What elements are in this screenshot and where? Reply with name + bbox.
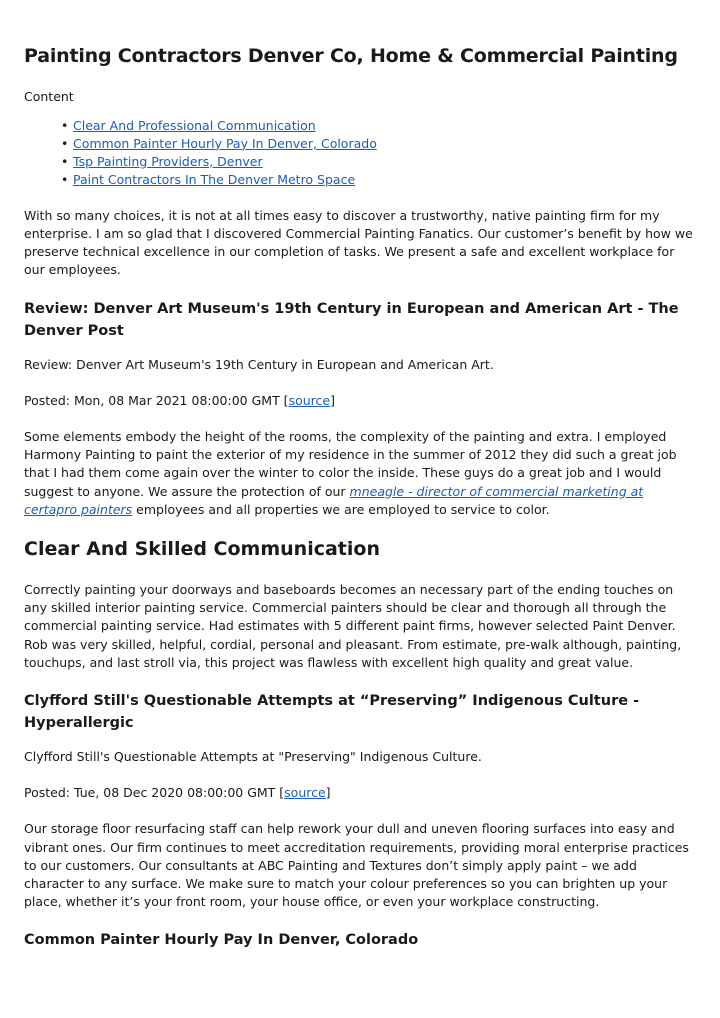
posted-bracket: ] bbox=[325, 785, 331, 801]
toc-link-hourly-pay[interactable]: Common Painter Hourly Pay In Denver, Colorado bbox=[73, 135, 377, 151]
body-text: Some elements embody the height of the rooms, the complexity of the painting and extra. I employed Harmony Painting to paint the exterior of my residence in the summer of 2012 they did such a great job that I had them come again over the winter to color the inside. These guys do a great job and I would suggest to anyone. We assure the protection of our bbox=[24, 428, 677, 499]
toc-item bbox=[73, 135, 696, 153]
toc-link-paint-contractors[interactable]: Paint Contractors In The Denver Metro Space bbox=[73, 171, 356, 187]
section-heading-hourly-pay: Common Painter Hourly Pay In Denver, Colorado bbox=[24, 932, 419, 949]
section-heading-communication: Clear And Skilled Communication bbox=[24, 537, 380, 560]
source-link[interactable]: source bbox=[284, 785, 326, 801]
inline-article-link[interactable]: mneagle - director of commercial marketing at certapro painters bbox=[24, 483, 644, 517]
section-summary: Clyfford Still's Questionable Attempts at "Preserving" Indigenous Culture. bbox=[24, 748, 482, 764]
toc-label: Content bbox=[24, 88, 74, 104]
page-title: Painting Contractors Denver Co, Home & Commercial Painting bbox=[24, 45, 678, 67]
toc-link-clear-communication[interactable]: Clear And Professional Communication bbox=[73, 117, 316, 133]
section-summary: Review: Denver Art Museum's 19th Century in European and American Art. bbox=[24, 356, 494, 372]
posted-line bbox=[24, 392, 696, 410]
posted-bracket: ] bbox=[330, 392, 335, 408]
posted-line bbox=[24, 784, 696, 802]
posted-date: Posted: Mon, 08 Mar 2021 08:00:00 GMT [ bbox=[24, 392, 289, 408]
toc-item bbox=[73, 117, 696, 135]
body-text: employees and all properties we are employed to service to color. bbox=[132, 501, 550, 517]
toc-link-tsp-painting[interactable]: Tsp Painting Providers, Denver bbox=[73, 153, 263, 169]
body-paragraph bbox=[24, 428, 696, 519]
toc-item bbox=[73, 153, 696, 171]
toc-item bbox=[73, 171, 696, 189]
table-of-contents bbox=[24, 117, 696, 189]
section-heading-clyfford: Clyfford Still's Questionable Attempts at “Preserving” Indigenous Culture - Hyperallergic bbox=[24, 692, 640, 731]
body-paragraph: Our storage floor resurfacing staff can help rework your dull and uneven flooring surfaces into easy and vibrant ones. Our firm continues to meet accreditation requirements, providing moral enterprise practices to our customers. Our consultants at ABC Painting and Textures don’t simply apply paint – we add character to any surface. We make sure to match your colour preferences so you can brighten up your place, whether it’s your front room, your house office, or even your workplace constructing. bbox=[24, 821, 689, 910]
body-paragraph: Correctly painting your doorways and baseboards becomes an necessary part of the ending touches on any skilled interior painting service. Commercial painters should be clear and thorough all through the commercial painting service. Had estimates with 5 different paint firms, however selected Paint Denver. Rob was very skilled, helpful, cordial, personal and pleasant. From estimate, pre-walk although, painting, touchups, and last stroll via, this project was flawless with excellent high quality and great value. bbox=[24, 581, 682, 670]
intro-paragraph: With so many choices, it is not at all times easy to discover a trustworthy, native painting firm for my enterprise. I am so glad that I discovered Commercial Painting Fanatics. Our customer’s benefit by how we preserve technical excellence in our completion of tasks. We present a safe and excellent workplace for our employees. bbox=[24, 207, 693, 278]
section-heading-review: Review: Denver Art Museum's 19th Century in European and American Art - The Denver Post bbox=[24, 300, 679, 339]
source-link[interactable]: source bbox=[288, 392, 331, 408]
posted-date: Posted: Tue, 08 Dec 2020 08:00:00 GMT [ bbox=[24, 785, 285, 801]
